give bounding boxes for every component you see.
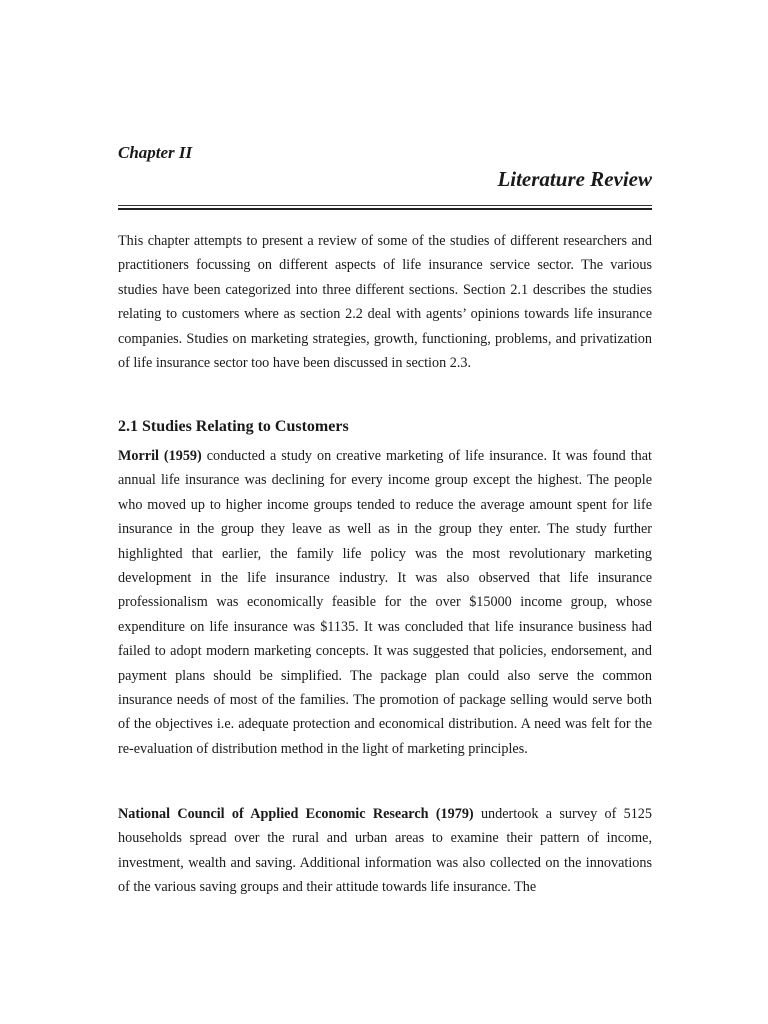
section-heading: 2.1 Studies Relating to Customers bbox=[118, 418, 349, 435]
intro-paragraph: This chapter attempts to present a review of some of the studies of different researchers and practitioners focussing on different aspects of life insurance service sector. The various studies have been categorized into three different sections. Section 2.1 describes the studies relating to customers where as section 2.2 deal with agents’ opinions towards life insurance companies. Studies on marketing strategies, growth, functioning, problems, and privatization of life insurance sector too have been discussed in section 2.3. bbox=[118, 233, 652, 372]
paragraph-morril-text: conducted a study on creative marketing of life insurance. It was found that annual life insurance was declining for every income group except the highest. The people who moved up to higher income groups tended to reduce the average amount spent for life insurance in the group they leave as well as in the group they enter. The study further highlighted that earlier, the family life policy was the most revolutionary marketing development in the life insurance industry. It was also observed that life insurance professionalism was economically feasible for the over $15000 income group, whose expenditure on life insurance was $1135. It was concluded that life insurance business had failed to adopt modern marketing concepts. It was suggested that policies, endorsement, and payment plans should be simplified. The package plan could also serve the common insurance needs of most of the families. The promotion of package selling would serve both of the objectives i.e. adequate protection and economical distribution. A need was felt for the re-evaluation of distribution method in the light of marketing principles. bbox=[118, 448, 652, 757]
chapter-label: Chapter II bbox=[118, 143, 193, 162]
paragraph-ncaer-text: undertook a survey of 5125 households spread over the rural and urban areas to examine their pattern of income, investment, wealth and saving. Additional information was also collected on the innovations of the various saving groups and their attitude towards life insurance. The bbox=[118, 806, 652, 896]
chapter-title: Literature Review bbox=[497, 167, 652, 191]
citation-ncaer: National Council of Applied Economic Research (1979) bbox=[118, 806, 474, 822]
citation-morril: Morril (1959) bbox=[118, 448, 202, 464]
title-divider bbox=[118, 205, 652, 210]
paragraph-ncaer bbox=[118, 802, 652, 900]
paragraph-morril bbox=[118, 444, 652, 761]
